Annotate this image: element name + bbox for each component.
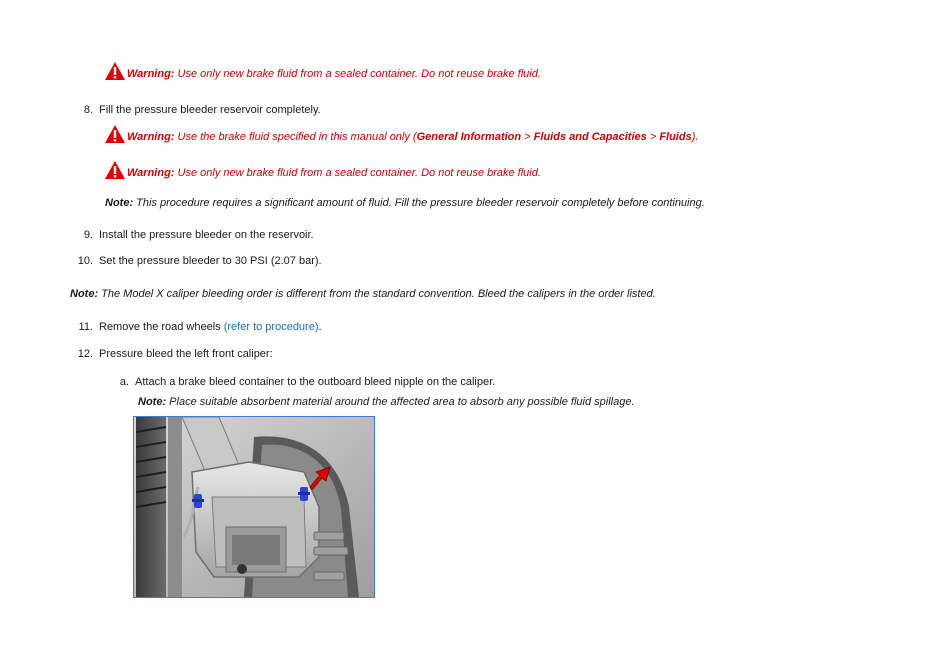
crumb-fluids-and-capacities: Fluids and Capacities bbox=[533, 131, 647, 143]
note-text: This procedure requires a significant amount of fluid. Fill the pressure bleeder reservoir completely before continuing. bbox=[133, 197, 705, 209]
warning-triangle-icon bbox=[104, 61, 126, 81]
step-number: 8. bbox=[83, 104, 93, 116]
warning-3 bbox=[104, 160, 541, 180]
step-number: 9. bbox=[83, 229, 93, 241]
note-3 bbox=[138, 396, 635, 408]
refer-to-procedure-link[interactable]: (refer to procedure) bbox=[223, 321, 319, 333]
step-text-end: . bbox=[318, 321, 322, 333]
step-12 bbox=[75, 348, 273, 360]
note-label: Note: bbox=[105, 197, 134, 209]
warning-label: Warning: bbox=[127, 68, 175, 80]
step-11 bbox=[75, 321, 322, 333]
step-text: Attach a brake bleed container to the outboard bleed nipple on the caliper. bbox=[135, 376, 496, 388]
caliper-illustration bbox=[134, 417, 374, 597]
warning-label: Warning: bbox=[127, 167, 175, 179]
crumb-general-information: General Information bbox=[416, 131, 522, 143]
crumb-fluids: Fluids bbox=[659, 131, 692, 143]
warning-label: Warning: bbox=[127, 131, 175, 143]
warning-text-end: ). bbox=[691, 131, 699, 143]
substep-a bbox=[111, 376, 495, 388]
step-text: Pressure bleed the left front caliper: bbox=[99, 348, 273, 360]
note-text: The Model X caliper bleeding order is different from the standard convention. Bleed the calipers in the order listed. bbox=[98, 288, 656, 300]
warning-text: Use only new brake fluid from a sealed container. Do not reuse brake fluid. bbox=[174, 167, 541, 179]
note-label: Note: bbox=[70, 288, 99, 300]
warning-text: Use only new brake fluid from a sealed container. Do not reuse brake fluid. bbox=[174, 68, 541, 80]
warning-triangle-icon bbox=[104, 124, 126, 144]
note-1 bbox=[105, 197, 705, 209]
step-number: 12. bbox=[77, 348, 93, 360]
step-text: Set the pressure bleeder to 30 PSI (2.07 bar). bbox=[99, 255, 322, 267]
warning-text: Use the brake fluid specified in this manual only ( bbox=[174, 131, 417, 143]
step-9 bbox=[75, 229, 314, 241]
warning-2 bbox=[104, 124, 698, 144]
crumb-separator: > bbox=[521, 131, 534, 143]
warning-triangle-icon bbox=[104, 160, 126, 180]
step-number: 10. bbox=[77, 255, 93, 267]
caliper-figure bbox=[133, 416, 375, 598]
step-number: 11. bbox=[78, 321, 93, 333]
step-text: Fill the pressure bleeder reservoir completely. bbox=[99, 104, 321, 116]
note-text: Place suitable absorbent material around the affected area to absorb any possible fluid spillage. bbox=[166, 396, 635, 408]
crumb-separator: > bbox=[646, 131, 660, 143]
step-10 bbox=[75, 255, 322, 267]
note-2 bbox=[70, 288, 656, 300]
step-8 bbox=[75, 104, 321, 116]
warning-1 bbox=[104, 61, 541, 81]
step-text: Remove the road wheels bbox=[99, 321, 224, 333]
step-text: Install the pressure bleeder on the reservoir. bbox=[99, 229, 314, 241]
substep-letter: a. bbox=[119, 376, 129, 388]
note-label: Note: bbox=[138, 396, 167, 408]
